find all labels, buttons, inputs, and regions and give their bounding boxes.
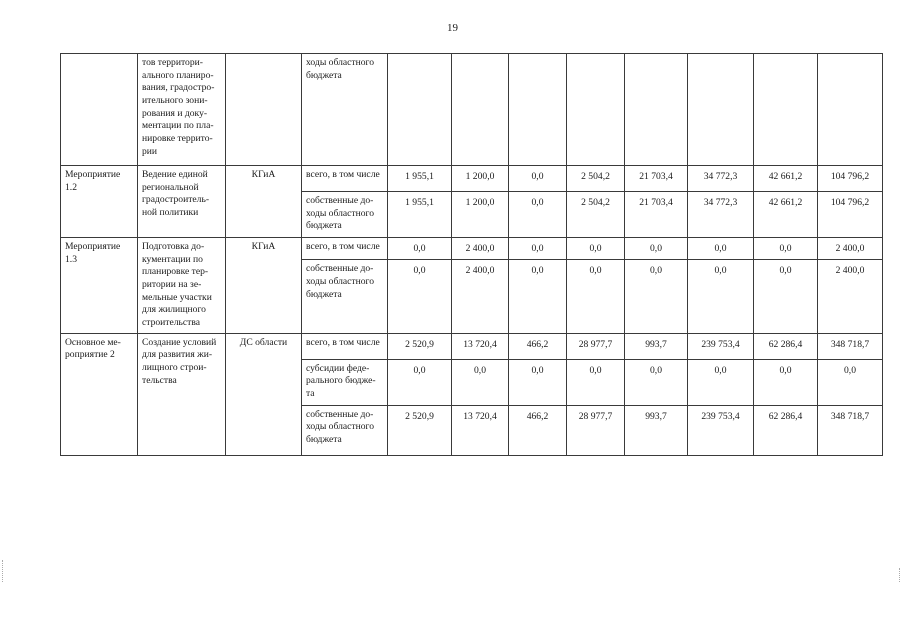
- value-cell: 21 703,4: [625, 166, 688, 192]
- value-cell: 28 977,7: [567, 405, 625, 455]
- description-cell: Ведение единой региональной градостроитель-ной политики: [138, 166, 226, 238]
- budget-table: [60, 53, 883, 456]
- source-cell: собственные до-ходы областного бюджета: [302, 192, 388, 238]
- value-cell: 0,0: [509, 359, 567, 405]
- value-cell: 239 753,4: [688, 405, 754, 455]
- value-cell: [754, 54, 818, 166]
- value-cell: 0,0: [509, 260, 567, 333]
- value-cell: 1 955,1: [388, 192, 452, 238]
- value-cell: 42 661,2: [754, 166, 818, 192]
- value-cell: 2 400,0: [818, 260, 883, 333]
- value-cell: [688, 54, 754, 166]
- table-row: [61, 54, 883, 166]
- value-cell: 0,0: [567, 238, 625, 260]
- value-cell: 62 286,4: [754, 405, 818, 455]
- value-cell: 0,0: [567, 359, 625, 405]
- value-cell: 2 400,0: [452, 238, 509, 260]
- value-cell: 13 720,4: [452, 333, 509, 359]
- activity-cell: [61, 54, 138, 166]
- value-cell: 348 718,7: [818, 405, 883, 455]
- executor-cell: КГиА: [226, 238, 302, 334]
- value-cell: 0,0: [688, 359, 754, 405]
- source-cell: собственные до-ходы областного бюджета: [302, 405, 388, 455]
- table-row: [61, 166, 883, 192]
- description-cell: тов территори-ального планиро-вания, градостро-ительного зони-рования и доку-ментации по пла-нировке террито-рии: [138, 54, 226, 166]
- activity-cell: Мероприятие 1.2: [61, 166, 138, 238]
- value-cell: 2 504,2: [567, 166, 625, 192]
- value-cell: 0,0: [818, 359, 883, 405]
- activity-cell: Основное ме-роприятие 2: [61, 333, 138, 455]
- value-cell: 1 200,0: [452, 192, 509, 238]
- value-cell: [452, 54, 509, 166]
- value-cell: 0,0: [625, 260, 688, 333]
- source-cell: собственные до-ходы областного бюджета: [302, 260, 388, 333]
- scan-edge-mark: [899, 568, 902, 582]
- value-cell: 0,0: [567, 260, 625, 333]
- value-cell: 1 200,0: [452, 166, 509, 192]
- executor-cell: КГиА: [226, 166, 302, 238]
- executor-cell: [226, 54, 302, 166]
- value-cell: 0,0: [509, 166, 567, 192]
- value-cell: 2 400,0: [452, 260, 509, 333]
- value-cell: 0,0: [754, 359, 818, 405]
- value-cell: 0,0: [754, 238, 818, 260]
- source-cell: субсидии феде-рального бюдже-та: [302, 359, 388, 405]
- value-cell: 0,0: [509, 192, 567, 238]
- activity-cell: Мероприятие 1.3: [61, 238, 138, 334]
- value-cell: 466,2: [509, 333, 567, 359]
- table-row: [61, 333, 883, 359]
- value-cell: [509, 54, 567, 166]
- value-cell: 0,0: [509, 238, 567, 260]
- value-cell: 0,0: [388, 238, 452, 260]
- value-cell: 0,0: [688, 238, 754, 260]
- value-cell: 993,7: [625, 333, 688, 359]
- scan-edge-mark: [2, 560, 5, 582]
- value-cell: 2 504,2: [567, 192, 625, 238]
- value-cell: 62 286,4: [754, 333, 818, 359]
- value-cell: 993,7: [625, 405, 688, 455]
- value-cell: 34 772,3: [688, 192, 754, 238]
- source-cell: всего, в том числе: [302, 333, 388, 359]
- description-cell: Подготовка до-кументации по планировке тер-ритории на зе-мельные участки для жилищного строительства: [138, 238, 226, 334]
- value-cell: 0,0: [688, 260, 754, 333]
- value-cell: 34 772,3: [688, 166, 754, 192]
- value-cell: 13 720,4: [452, 405, 509, 455]
- value-cell: 466,2: [509, 405, 567, 455]
- source-cell: всего, в том числе: [302, 238, 388, 260]
- executor-cell: ДС области: [226, 333, 302, 455]
- value-cell: 104 796,2: [818, 192, 883, 238]
- value-cell: 0,0: [625, 359, 688, 405]
- value-cell: 0,0: [388, 260, 452, 333]
- page-number: 19: [447, 22, 458, 34]
- value-cell: 28 977,7: [567, 333, 625, 359]
- value-cell: 0,0: [388, 359, 452, 405]
- value-cell: 42 661,2: [754, 192, 818, 238]
- value-cell: 348 718,7: [818, 333, 883, 359]
- source-cell: ходы областного бюджета: [302, 54, 388, 166]
- table-row: [61, 238, 883, 260]
- description-cell: Создание условий для развития жи-лищного строи-тельства: [138, 333, 226, 455]
- source-cell: всего, в том числе: [302, 166, 388, 192]
- value-cell: 104 796,2: [818, 166, 883, 192]
- value-cell: 0,0: [625, 238, 688, 260]
- value-cell: 2 520,9: [388, 405, 452, 455]
- value-cell: [388, 54, 452, 166]
- value-cell: 2 520,9: [388, 333, 452, 359]
- value-cell: 239 753,4: [688, 333, 754, 359]
- value-cell: 0,0: [452, 359, 509, 405]
- value-cell: [567, 54, 625, 166]
- value-cell: 1 955,1: [388, 166, 452, 192]
- value-cell: 2 400,0: [818, 238, 883, 260]
- value-cell: 21 703,4: [625, 192, 688, 238]
- value-cell: [818, 54, 883, 166]
- value-cell: [625, 54, 688, 166]
- value-cell: 0,0: [754, 260, 818, 333]
